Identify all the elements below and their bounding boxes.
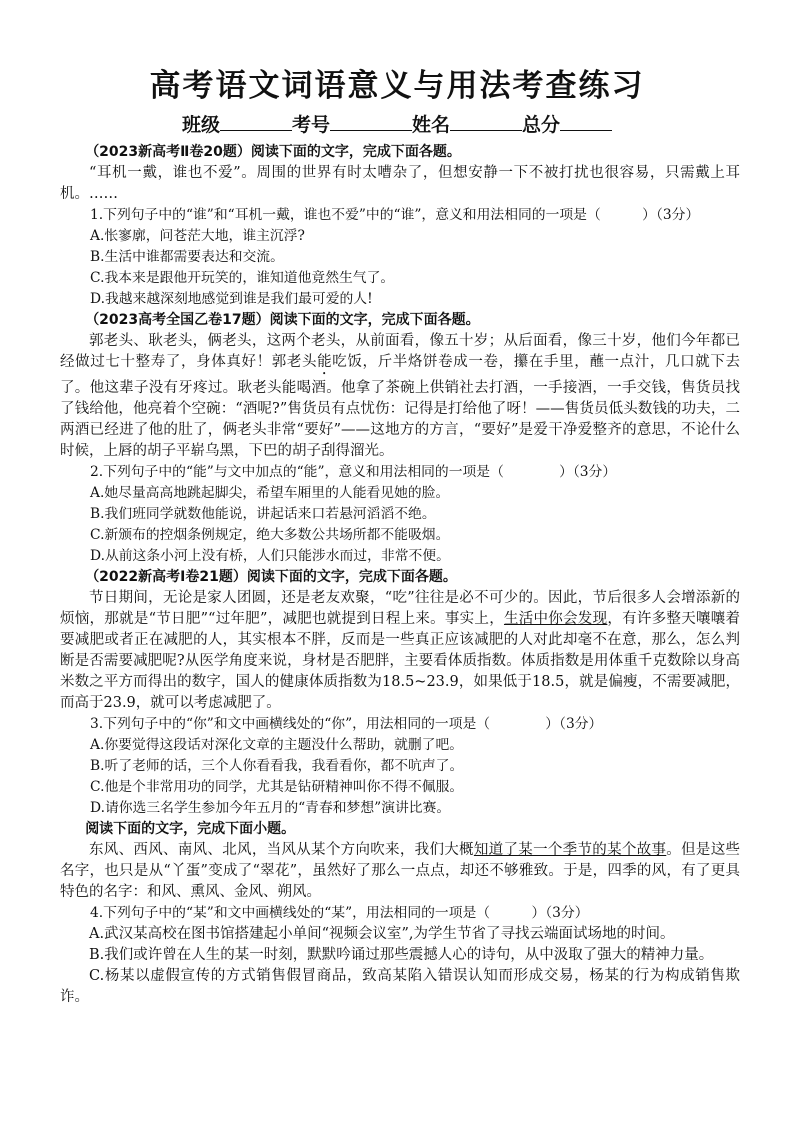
section-3-passage [60, 588, 740, 714]
section-2-passage [60, 331, 740, 462]
question-3: 3.下列句子中的“你”和文中画横线处的“你”，用法相同的一项是（ ）（3分） [90, 716, 603, 732]
question-2-option-d[interactable]: D.从前这条小河上没有桥，人们只能涉水而过，非常不便。 [90, 548, 450, 564]
question-4-option-c[interactable]: C.杨某以虚假宣传的方式销售假冒商品，致高某陷入错误认知而形成交易，杨某的行为构成销售欺诈。 [60, 968, 740, 1005]
section-4-passage [60, 840, 740, 903]
passage-text: 节日期间，无论是家人团圆，还是老友欢聚，“吃”往往是必不可少的。因此，节后很多人会增添新的烦恼，那就是“节日肥”“过年肥”，减肥也就提到日程上来。事实上， [60, 590, 740, 627]
section-1-passage: “耳机一戴，谁也不爱”。周围的世界有时太嘈杂了，但想安静一下不被打扰也很容易，只需戴上耳机。…… [60, 165, 740, 202]
passage-text: 。但是这些名字，也只是从“丫蛋”变成了“翠花”，虽然好了那么一点点，却还不够雅致。于是，四季的风，有了更具特色的名字：和风、熏风、金风、朔风。 [60, 842, 741, 900]
section-2-source: （2023高考全国乙卷17题）阅读下面的文字，完成下面各题。 [85, 312, 480, 328]
question-4-option-b[interactable]: B.我们或许曾在人生的某一时刻，默默吟诵过那些震撼人心的诗句，从中汲取了强大的精神力量。 [89, 947, 714, 963]
section-1-source: （2023新高考Ⅱ卷20题）阅读下面的文字，完成下面各题。 [85, 144, 461, 160]
question-3-option-b[interactable]: B.听了老师的话，三个人你看看我，我看看你，都不吭声了。 [90, 758, 464, 774]
student-info-line [0, 110, 794, 137]
question-2-option-b[interactable]: B.我们班同学就数他能说，讲起话来口若悬河滔滔不绝。 [90, 506, 436, 522]
underlined-phrase: 知道了某一个季节的某个故事 [473, 842, 667, 858]
exercise-content [60, 142, 740, 1008]
number-blank[interactable] [330, 112, 412, 131]
section-1 [60, 142, 740, 310]
passage-text: ，有许多整天嚷嚷着要减肥或者正在减肥的人，其实根本不胖，反而是一些真正应该减肥的人对此却毫不在意，那么，怎么判断是否需要减肥呢?从医学角度来说，身材是否肥胖，主要看体质指数。体质指数是用体重千克数除以身高米数之平方而得出的数字，国人的健康体质指数为18.5~23.9，如果低于18.5，就是偏瘦，不需要减肥，而高于23.9，就可以考虑减肥了。 [60, 611, 741, 711]
question-4: 4.下列句子中的“某”和文中画横线处的“某”，用法相同的一项是（ ）（3分） [90, 905, 589, 921]
passage-text: 吃饭，斤半烙饼卷成一卷，攥在手里，蘸一点汁，几口就下去了。他这辈子没有牙疼过。耿老头能喝酒。他拿了茶碗上供销社去打酒，一手接酒，一手交钱，售货员找了钱给他，他亮着个空碗：“酒呢?”售货员有点忧伤：记得是打给他了呀！——售货员低头数钱的功夫，二两酒已经进了他的肚了，俩老头非常“要好”——这地方的方言，“要好”是爱干净爱整齐的意思，不论什么时候，上唇的胡子平崭乌黑，下巴的胡子刮得溜光。 [60, 354, 740, 459]
question-2-option-c[interactable]: C.新颁布的控烟条例规定，绝大多数公共场所都不能吸烟。 [90, 527, 450, 543]
section-4 [60, 819, 740, 1008]
class-label: 班级 [181, 114, 220, 136]
section-2 [60, 310, 740, 567]
passage-text: 郭老头、耿老头，俩老头，这两个老头，从前面看，像五十岁；从后面看，像三十岁，他们今年都已经做过七十整寿了，身体真好！郭老头 [60, 333, 740, 370]
question-3-option-a[interactable]: A.你要觉得这段话对深化文章的主题没什么帮助，就删了吧。 [90, 737, 464, 753]
question-1-option-d[interactable]: D.我越来越深刻地感觉到谁是我们最可爱的人! [90, 291, 373, 307]
question-3-option-d[interactable]: D.请你选三名学生参加今年五月的“青春和梦想”演讲比赛。 [90, 800, 451, 816]
score-blank[interactable] [560, 112, 612, 131]
question-1-option-b[interactable]: B.生活中谁都需要表达和交流。 [90, 249, 284, 265]
passage-text: 东风、西风、南风、北风，当风从某个方向吹来，我们大概 [89, 842, 474, 858]
class-blank[interactable] [220, 112, 292, 131]
name-blank[interactable] [450, 112, 522, 131]
underlined-phrase: 生活中你会发现 [503, 611, 608, 627]
section-3 [60, 567, 740, 819]
question-1: 1.下列句子中的“谁”和“耳机一戴，谁也不爱”中的“谁”，意义和用法相同的一项是（ ）（3分） [90, 207, 700, 223]
question-1-option-c[interactable]: C.我本来是跟他开玩笑的，谁知道他竟然生气了。 [90, 270, 395, 286]
section-4-source: 阅读下面的文字，完成下面小题。 [85, 821, 296, 837]
name-label: 姓名 [412, 114, 451, 136]
question-1-option-a[interactable]: A.怅寥廓，问苍茫大地，谁主沉浮? [90, 228, 305, 244]
question-4-option-a[interactable]: A.武汉某高校在图书馆搭建起小单间“视频会议室”,为学生节省了寻找云端面试场地的时间。 [89, 926, 675, 942]
question-2: 2.下列句子中的“能”与文中加点的“能”，意义和用法相同的一项是（ ）（3分） [90, 464, 617, 480]
section-3-source: （2022新高考Ⅰ卷21题）阅读下面的文字，完成下面各题。 [85, 569, 457, 585]
score-label: 总分 [522, 114, 561, 136]
dotted-word: 能 [317, 354, 333, 370]
number-label: 考号 [291, 114, 330, 136]
question-2-option-a[interactable]: A.她尽量高高地跳起脚尖，希望车厢里的人能看见她的脸。 [90, 485, 450, 501]
question-3-option-c[interactable]: C.他是个非常用功的同学，尤其是钻研精神叫你不得不佩服。 [90, 779, 464, 795]
page-title: 高考语文词语意义与用法考查练习 [149, 68, 645, 104]
